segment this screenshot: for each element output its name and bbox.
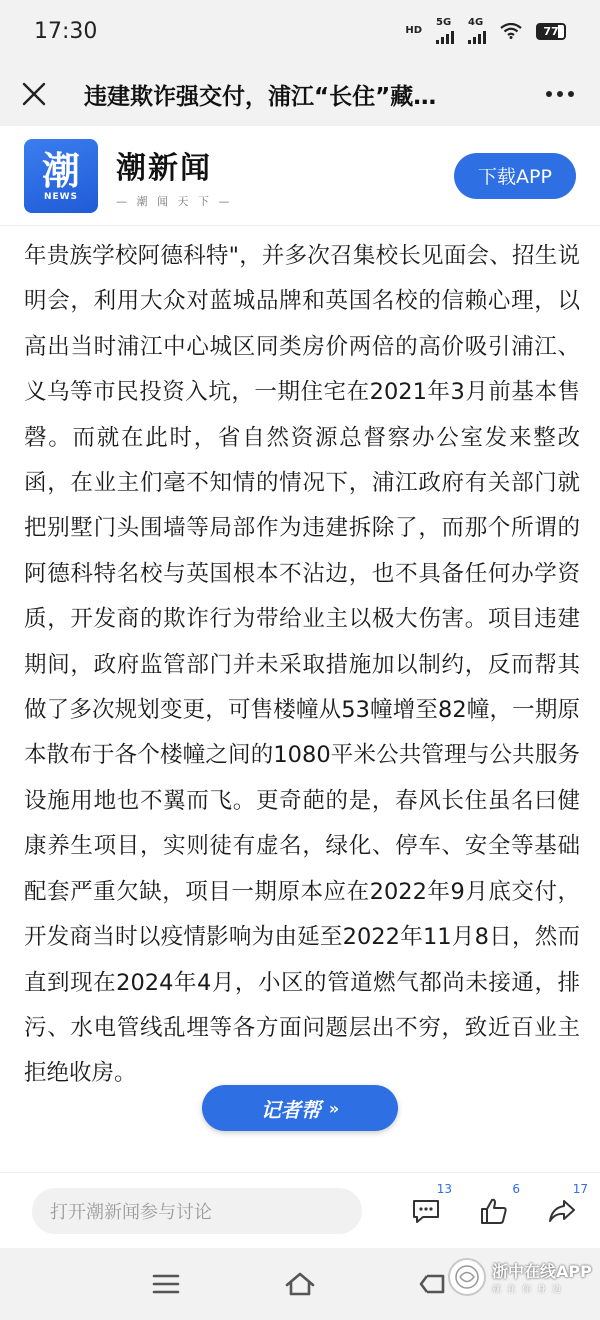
download-app-button[interactable]: 下载APP: [454, 153, 576, 199]
watermark-logo-icon: [448, 1258, 486, 1296]
reporter-help-label: 记者帮: [260, 1097, 321, 1122]
more-button[interactable]: [520, 64, 600, 124]
status-time: 17:30: [34, 18, 98, 44]
watermark-sub: 就在你身边: [492, 1285, 568, 1295]
menu-icon: [152, 1273, 180, 1295]
hd-icon: HD: [405, 25, 422, 36]
share-count: 17: [572, 1181, 588, 1196]
signal-5g-icon: 5G: [436, 18, 454, 44]
article-header: [0, 62, 600, 126]
more-dots-icon: [545, 90, 575, 98]
watermark: [448, 1258, 592, 1296]
thumbs-up-icon: [479, 1197, 509, 1225]
article-body: [24, 234, 580, 1097]
comment-button[interactable]: [396, 1181, 456, 1234]
nav-back-button[interactable]: [412, 1266, 452, 1302]
battery-icon: 77: [536, 23, 566, 40]
home-icon: [284, 1271, 316, 1297]
watermark-text: [492, 1259, 592, 1295]
brand-slogan: — 潮 闻 天 下 —: [116, 194, 233, 208]
watermark-main: 浙中在线APP: [492, 1262, 592, 1281]
nav-menu-button[interactable]: [146, 1266, 186, 1302]
comment-bar: [0, 1172, 600, 1248]
app-promo-banner: [0, 126, 600, 226]
status-bar: [0, 0, 600, 62]
article-paragraph: 年贵族学校阿德科特"，并多次召集校长见面会、招生说明会，利用大众对蓝城品牌和英国名校的信赖心理，以高出当时浦江中心城区同类房价两倍的高价吸引浦江、义乌等市民投资入坑，一期住宅在2021年3月前基本售磬。而就在此时，省自然资源总督察办公室发来整改函，在业主们毫不知情的情况下，浦江政府有关部门就把别墅门头围墙等局部作为违建拆除了，而那个所谓的阿德科特名校与英国根本不沾边，也不具备任何办学资质，开发商的欺诈行为带给业主以极大伤害。项目违建期间，政府监管部门并未采取措施加以制约，反而帮其做了多次规划变更，可售楼幢从53幢增至82幢，一期原本散布于各个楼幢之间的1080平米公共管理与公共服务设施用地也不翼而飞。更奇葩的是，春风长住虽名曰健康养生项目，实则徒有虚名，绿化、停车、安全等基础配套严重欠缺，项目一期原本应在2022年9月底交付，开发商当时以疫情影响为由延至2022年11月8日，然而直到现在2024年4月，小区的管道燃气都尚未接通，排污、水电管线乱埋等各方面问题层出不穷，致近百业主拒绝收房。: [24, 243, 580, 1087]
chevron-right-icon: »: [328, 1098, 340, 1118]
reporter-help-button[interactable]: [202, 1085, 398, 1131]
action-buttons: [396, 1181, 592, 1234]
page-title: 违建欺诈强交付，浦江“长住”藏…: [84, 83, 437, 110]
comment-input[interactable]: 打开潮新闻参与讨论: [32, 1188, 362, 1234]
comment-icon: [411, 1197, 441, 1225]
share-icon: [547, 1197, 577, 1225]
status-icons: [405, 18, 566, 44]
comment-count: 13: [436, 1181, 452, 1196]
brand-text: [116, 143, 232, 209]
back-icon: [417, 1272, 447, 1296]
brand-name: 潮新闻: [116, 150, 212, 186]
close-icon: [22, 82, 46, 106]
like-count: 6: [512, 1181, 520, 1196]
like-button[interactable]: [464, 1181, 524, 1234]
wifi-icon: [500, 23, 522, 39]
app-logo: 潮 NEWS: [24, 139, 98, 213]
signal-4g-icon: 4G: [468, 18, 486, 44]
close-button[interactable]: [4, 64, 64, 124]
share-button[interactable]: [532, 1181, 592, 1234]
nav-home-button[interactable]: [280, 1266, 320, 1302]
